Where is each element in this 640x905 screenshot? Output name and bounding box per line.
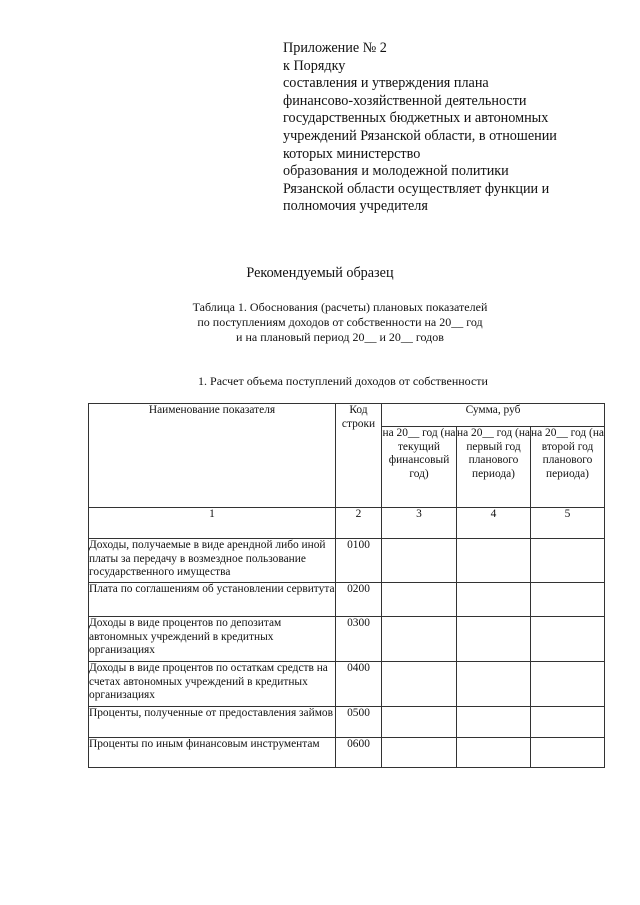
table-row [89, 662, 605, 707]
table-row [89, 738, 605, 768]
appendix-line: финансово-хозяйственной деятельности [283, 92, 527, 109]
line-code: 0600 [336, 738, 382, 768]
sum-cell [382, 617, 457, 662]
column-number: 1 [89, 508, 336, 539]
sum-cell [531, 738, 605, 768]
table-title [0, 300, 640, 345]
indicator-name: Проценты, полученные от предоставления займов [89, 707, 336, 738]
table-row [89, 583, 605, 617]
section-title: 1. Расчет объема поступлений доходов от собственности [198, 374, 488, 388]
sum-cell [457, 617, 531, 662]
sum-cell [531, 583, 605, 617]
indicator-name: Проценты по иным финансовым инструментам [89, 738, 336, 768]
table-title-line: Таблица 1. Обоснования (расчеты) плановых показателей [192, 300, 488, 314]
sum-cell [531, 539, 605, 583]
indicator-name: Доходы в виде процентов по депозитам автономных учреждений в кредитных организациях [89, 617, 336, 662]
appendix-line: образования и молодежной политики [283, 163, 509, 180]
column-number: 3 [382, 508, 457, 539]
sum-cell [457, 583, 531, 617]
appendix-line: к Порядку [283, 57, 346, 74]
appendix-line: государственных бюджетных и автономных [283, 110, 549, 127]
sum-cell [531, 662, 605, 707]
line-code: 0200 [336, 583, 382, 617]
sum-cell [382, 662, 457, 707]
appendix-header [283, 40, 613, 216]
column-number: 5 [531, 508, 605, 539]
indicator-name: Доходы в виде процентов по остаткам средств на счетах автономных учреждений в кредитных организациях [89, 662, 336, 707]
header-sum: Сумма, руб [382, 404, 605, 427]
line-code: 0400 [336, 662, 382, 707]
sum-cell [382, 738, 457, 768]
column-number: 4 [457, 508, 531, 539]
sum-cell [382, 583, 457, 617]
sum-cell [382, 707, 457, 738]
line-code: 0500 [336, 707, 382, 738]
indicator-name: Доходы, получаемые в виде арендной либо иной платы за передачу в возмездное пользование государственного имущества [89, 539, 336, 583]
sum-cell [457, 707, 531, 738]
indicator-name: Плата по соглашениям об установлении сервитута [89, 583, 336, 617]
table-row [89, 707, 605, 738]
income-calculation-table [88, 403, 605, 768]
sum-cell [382, 539, 457, 583]
sum-cell [531, 707, 605, 738]
appendix-line: учреждений Рязанской области, в отношении [283, 127, 557, 144]
appendix-line: составления и утверждения плана [283, 75, 489, 92]
header-first-plan-year: на 20__ год (на первый год планового периода) [457, 427, 531, 508]
sample-label: Рекомендуемый образец [246, 265, 394, 281]
sum-cell [531, 617, 605, 662]
header-line-code: Код строки [336, 404, 382, 508]
sum-cell [457, 662, 531, 707]
sum-cell [457, 738, 531, 768]
line-code: 0100 [336, 539, 382, 583]
appendix-line: Приложение № 2 [283, 40, 387, 56]
table-row [89, 539, 605, 583]
header-indicator-name: Наименование показателя [89, 404, 336, 508]
table-title-line: по поступлениям доходов от собственности на 20__ год [197, 315, 483, 329]
table-title-line: и на плановый период 20__ и 20__ годов [236, 330, 444, 344]
appendix-line: полномочия учредителя [283, 198, 428, 215]
appendix-line: Рязанской области осуществляет функции и [283, 180, 550, 197]
header-current-year: на 20__ год (на текущий финансовый год) [382, 427, 457, 508]
line-code: 0300 [336, 617, 382, 662]
header-second-plan-year: на 20__ год (на второй год планового периода) [531, 427, 605, 508]
table-row [89, 617, 605, 662]
sum-cell [457, 539, 531, 583]
column-number: 2 [336, 508, 382, 539]
appendix-line: которых министерство [283, 145, 421, 162]
